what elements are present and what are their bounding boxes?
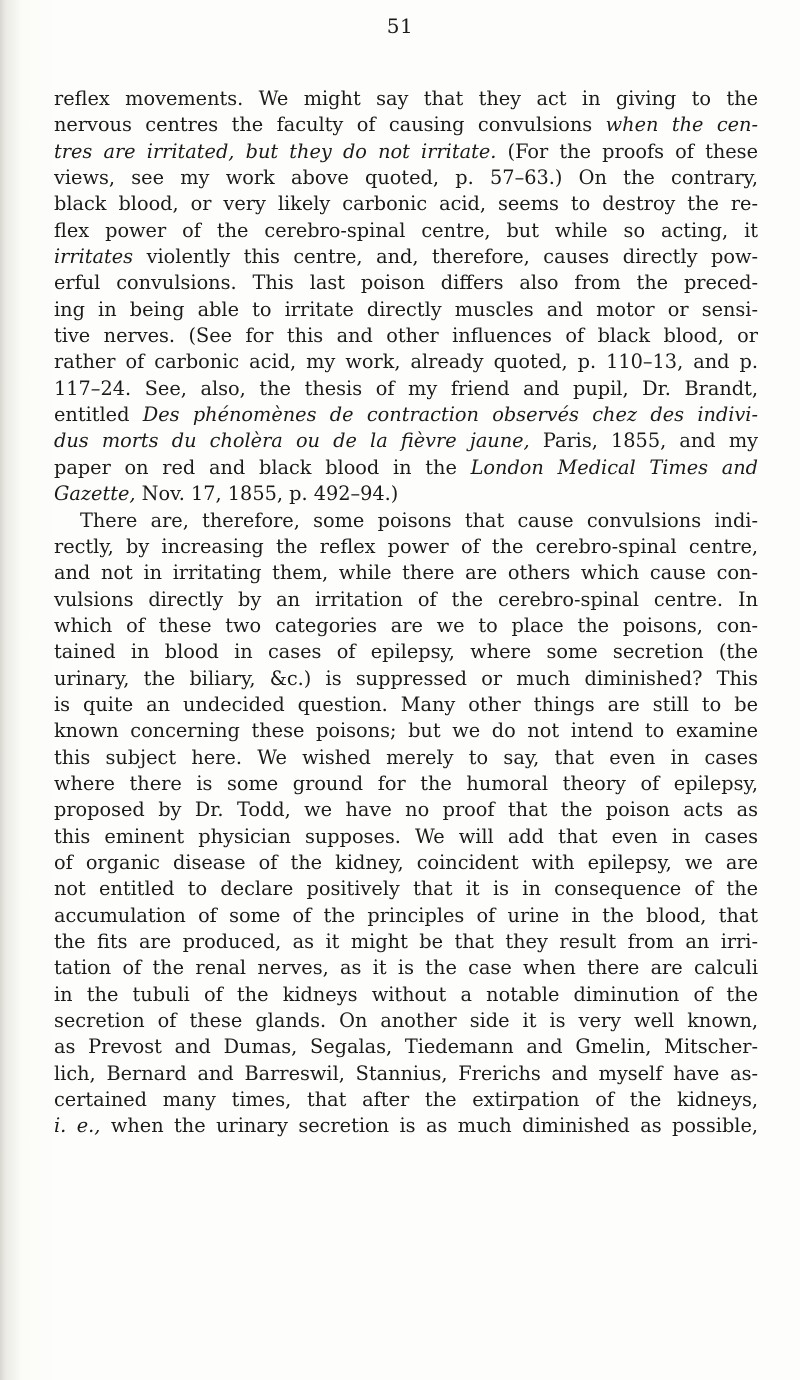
text-line <box>54 139 758 165</box>
text-run: Nov. 17, 1855, p. 492–94.) <box>135 482 399 506</box>
text-line <box>54 587 758 613</box>
paragraph-1 <box>54 86 758 508</box>
text-run: in the tubuli of the kidneys without a notable diminution of the <box>54 982 758 1006</box>
text-line <box>54 1113 758 1139</box>
text-line <box>54 376 758 402</box>
text-run: urinary, the biliary, &c.) is suppressed or much diminished? This <box>54 666 758 690</box>
text-line <box>54 692 758 718</box>
text-line <box>54 745 758 771</box>
text-run: is quite an undecided question. Many other things are still to be <box>54 692 758 716</box>
text-run: There are, therefore, some poisons that cause convulsions indi- <box>80 508 758 532</box>
text-line <box>54 1087 758 1113</box>
text-line <box>54 1008 758 1034</box>
text-run: reflex movements. We might say that they act in giving to the <box>54 87 758 110</box>
text-run: proposed by Dr. Todd, we have no proof that the poison acts as <box>54 798 758 822</box>
text-run: tained in blood in cases of epilepsy, where some secretion (the <box>54 640 758 664</box>
text-run: lich, Bernard and Barreswil, Stannius, Frerichs and myself have as- <box>54 1061 758 1085</box>
text-line <box>54 982 758 1008</box>
text-line <box>54 929 758 955</box>
text-line <box>54 613 758 639</box>
text-line <box>54 428 758 454</box>
italic-run: dus morts du cholèra ou de la fièvre jaune, <box>54 429 530 453</box>
text-line <box>54 165 758 191</box>
text-line <box>54 534 758 560</box>
body-text <box>54 86 758 1140</box>
text-run: secretion of these glands. On another side it is very well known, <box>54 1009 758 1033</box>
text-run: vulsions directly by an irritation of the cerebro-spinal centre. In <box>54 587 758 611</box>
text-line <box>54 666 758 692</box>
text-line <box>54 86 758 112</box>
text-line <box>54 903 758 929</box>
text-run: and not in irritating them, while there are others which cause con- <box>54 561 758 585</box>
text-line <box>54 191 758 217</box>
text-run: paper on red and black blood in the <box>54 455 471 479</box>
italic-run: Des phénomènes de contraction observés chez des indivi- <box>142 403 758 427</box>
text-line <box>54 560 758 586</box>
text-run: entitled <box>54 403 143 427</box>
text-line <box>54 508 758 534</box>
text-run: where there is some ground for the humoral theory of epilepsy, <box>54 771 758 795</box>
text-run: of organic disease of the kidney, coincident with epilepsy, we are <box>54 850 758 874</box>
italic-run: tres are irritated, but they do not irritate. <box>54 139 497 163</box>
text-run: tation of the renal nerves, as it is the case when there are calculi <box>54 956 758 980</box>
text-run: views, see my work above quoted, p. 57–63.) On the contrary, <box>54 166 758 190</box>
text-run: rectly, by increasing the reflex power of the cerebro-spinal centre, <box>54 534 758 558</box>
text-run: known concerning these poisons; but we do not intend to examine <box>54 719 758 743</box>
text-line <box>54 455 758 481</box>
italic-run: Gazette, <box>54 482 136 506</box>
text-line <box>54 876 758 902</box>
text-line <box>54 323 758 349</box>
text-run: as Prevost and Dumas, Segalas, Tiedemann and Gmelin, Mitscher- <box>54 1035 758 1059</box>
text-line <box>54 639 758 665</box>
text-line <box>54 218 758 244</box>
text-line <box>54 850 758 876</box>
text-run: nervous centres the faculty of causing convulsions <box>54 113 606 137</box>
text-run: Paris, 1855, and my <box>529 429 758 453</box>
text-line <box>54 244 758 270</box>
text-run: tive nerves. (See for this and other influences of black blood, or <box>54 324 758 348</box>
text-run: accumulation of some of the principles of urine in the blood, that <box>54 903 758 927</box>
text-run: the fits are produced, as it might be that they result from an irri- <box>54 930 758 953</box>
text-line <box>54 1061 758 1087</box>
italic-run: London Medical Times and <box>470 455 758 479</box>
text-run: (For the proofs of these <box>496 139 758 163</box>
text-line <box>54 349 758 375</box>
text-run: flex power of the cerebro-spinal centre, but while so acting, it <box>54 218 758 242</box>
text-line <box>54 771 758 797</box>
text-run: this eminent physician supposes. We will add that even in cases <box>54 824 758 848</box>
text-run: this subject here. We wished merely to say, that even in cases <box>54 745 758 769</box>
text-line <box>54 824 758 850</box>
text-run: not entitled to declare positively that it is in consequence of the <box>54 877 758 901</box>
page-number: 51 <box>386 14 414 38</box>
italic-run: i. e., <box>54 1114 101 1138</box>
text-line <box>54 112 758 138</box>
text-run: which of these two categories are we to place the poisons, con- <box>54 613 758 637</box>
italic-run: when the cen- <box>605 113 758 137</box>
text-run: 117–24. See, also, the thesis of my friend and pupil, Dr. Brandt, <box>54 376 758 400</box>
text-run: rather of carbonic acid, my work, already quoted, p. 110–13, and p. <box>54 350 758 374</box>
text-line <box>54 955 758 981</box>
text-line <box>54 297 758 323</box>
text-run: certained many times, that after the extirpation of the kidneys, <box>54 1088 758 1112</box>
text-line <box>54 1034 758 1060</box>
text-run: black blood, or very likely carbonic acid, seems to destroy the re- <box>54 192 758 216</box>
paragraph-2 <box>54 508 758 1140</box>
text-line <box>54 797 758 823</box>
italic-run: irritates <box>54 245 134 269</box>
text-line <box>54 718 758 744</box>
text-line <box>54 402 758 428</box>
text-run: ing in being able to irritate directly muscles and motor or sensi- <box>54 297 758 321</box>
text-run: violently this centre, and, therefore, causes directly pow- <box>133 245 758 269</box>
text-run: erful convulsions. This last poison differs also from the preced- <box>54 271 758 295</box>
text-line <box>54 270 758 296</box>
text-line <box>54 481 758 507</box>
text-run: when the urinary secretion is as much diminished as possible, <box>100 1114 759 1138</box>
